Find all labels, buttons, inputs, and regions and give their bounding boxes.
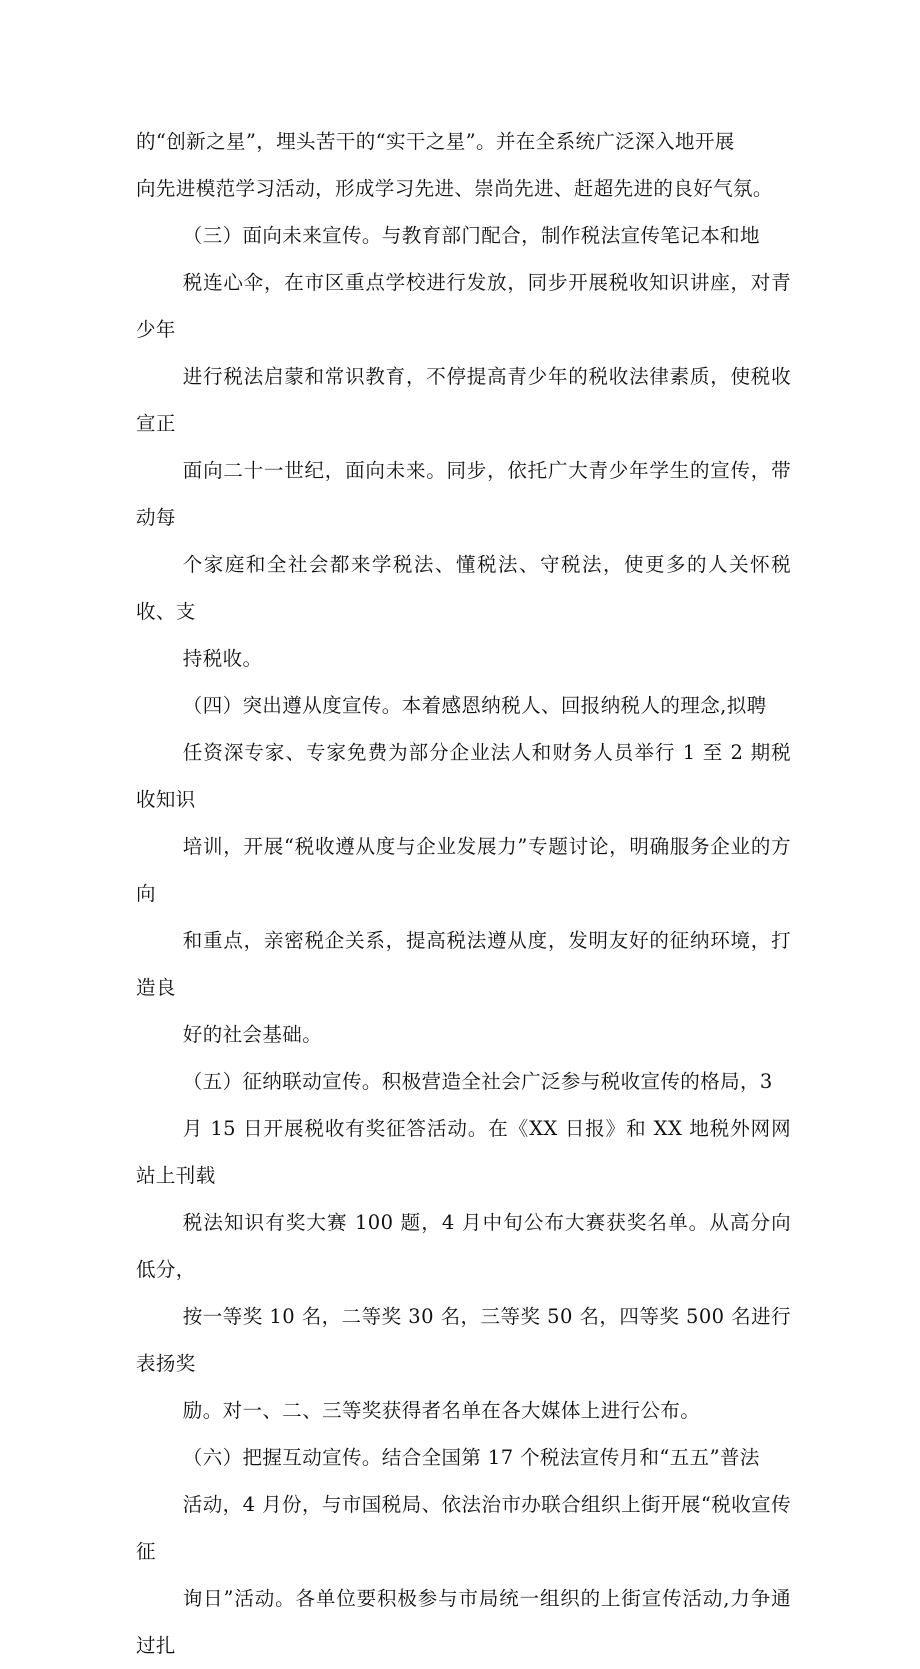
paragraph-future-publicity — [136, 212, 791, 682]
text-line: 个家庭和全社会都来学税法、懂税法、守税法，使更多的人关怀税收、支 — [136, 553, 791, 623]
text-line: 税连心伞，在市区重点学校进行发放，同步开展税收知识讲座，对青少年 — [136, 271, 791, 341]
text-line: 励。对一、二、三等奖获得者名单在各大媒体上进行公布。 — [182, 1399, 701, 1422]
paragraph-linkage-publicity — [136, 1058, 791, 1434]
text-line: 的“创新之星”，埋头苦干的“实干之星”。并在全系统广泛深入地开展 — [136, 130, 735, 153]
text-line: 和重点，亲密税企关系，提高税法遵从度，发明友好的征纳环境，打造良 — [136, 929, 791, 999]
text-line: 向先进模范学习活动，形成学习先进、崇尚先进、赶超先进的良好气氛。 — [136, 177, 773, 200]
text-line: 持税收。 — [182, 647, 263, 670]
text-line: （六）把握互动宣传。结合全国第 17 个税法宣传月和“五五”普法 — [182, 1446, 760, 1469]
document-page — [136, 118, 791, 1669]
text-line: 活动，4 月份，与市国税局、依法治市办联合组织上街开展“税收宣传征 — [136, 1493, 791, 1563]
text-line: 好的社会基础。 — [182, 1023, 323, 1046]
text-line: 月 15 日开展税收有奖征答活动。在《XX 日报》和 XX 地税外网网站上刊载 — [136, 1117, 791, 1187]
text-line: 按一等奖 10 名，二等奖 30 名，三等奖 50 名，四等奖 500 名进行表扬奖 — [136, 1305, 791, 1375]
text-line: 面向二十一世纪，面向未来。同步，依托广大青少年学生的宣传，带动每 — [136, 459, 791, 529]
paragraph-interactive-publicity — [136, 1434, 791, 1669]
text-line: （五）征纳联动宣传。积极营造全社会广泛参与税收宣传的格局，3 — [182, 1070, 773, 1093]
text-line: 询日”活动。各单位要积极参与市局统一组织的上街宣传活动,力争通过扎 — [136, 1587, 791, 1657]
text-line: 任资深专家、专家免费为部分企业法人和财务人员举行 1 至 2 期税收知识 — [136, 741, 791, 811]
text-line: 进行税法启蒙和常识教育，不停提高青少年的税收法律素质，使税收宣正 — [136, 365, 791, 435]
text-line: 税法知识有奖大赛 100 题，4 月中旬公布大赛获奖名单。从高分向低分， — [136, 1211, 791, 1281]
text-line: 培训，开展“税收遵从度与企业发展力”专题讨论，明确服务企业的方向 — [136, 835, 791, 905]
text-line: （四）突出遵从度宣传。本着感恩纳税人、回报纳税人的理念,拟聘 — [182, 694, 767, 717]
text-line: （三）面向未来宣传。与教育部门配合，制作税法宣传笔记本和地 — [182, 224, 760, 247]
paragraph-star-awards — [136, 118, 791, 212]
paragraph-compliance-publicity — [136, 682, 791, 1058]
